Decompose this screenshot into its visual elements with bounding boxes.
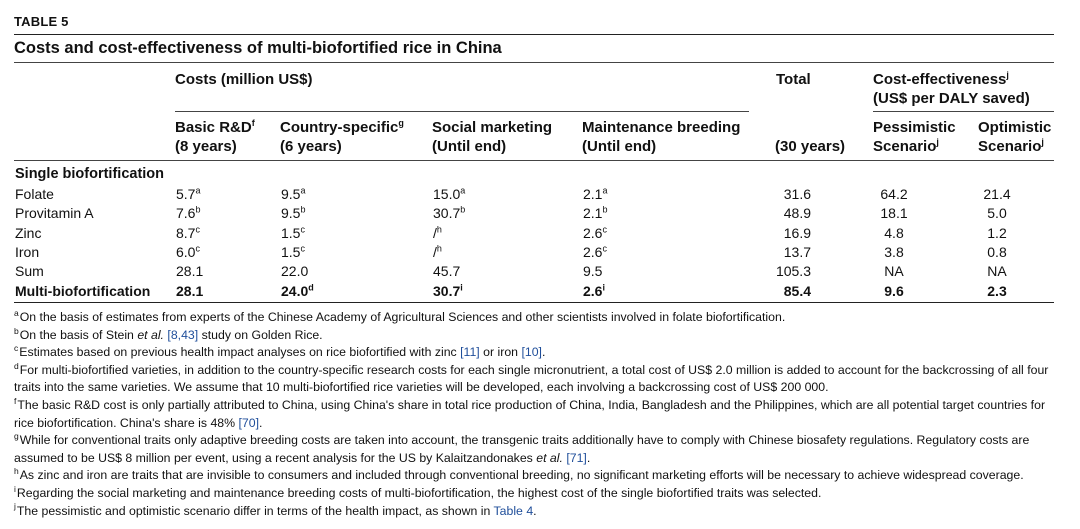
ce-header-line2: (US$ per DALY saved): [873, 90, 1030, 107]
table-cell: 6.0$^c$: [176, 243, 200, 260]
table-cell: 48.9: [783, 205, 811, 222]
table-cell: 2.6$^c$: [583, 243, 607, 260]
table-cell: 16.9: [783, 224, 811, 241]
footnote-reference: [11]: [460, 345, 480, 360]
footnote-mark: c: [14, 343, 19, 354]
footnote-mark: f: [14, 395, 17, 406]
footnote: $^c$Estimates based on previous health impact analyses on rice biofortified with zinc [11] or iron [10].: [14, 343, 546, 360]
table-cell: 18.1: [880, 205, 908, 222]
footnote-reference: [8,43]: [167, 327, 199, 342]
column-header-line2: (Until end): [432, 138, 507, 155]
cell-footnote-mark: b: [300, 204, 306, 215]
footnotes: [14, 309, 1059, 520]
table-cell: 2.1$^b$: [583, 204, 608, 222]
footnote-mark: a: [14, 307, 19, 318]
header-rule: [14, 160, 1054, 161]
row-label: Multi-biofortification: [15, 282, 151, 299]
cell-footnote-mark: c: [602, 223, 607, 234]
column-header-sup: j: [936, 137, 939, 147]
cell-footnote-mark: h: [436, 223, 442, 234]
column-header-sup: j: [1041, 137, 1044, 147]
ce-group-rule: [873, 111, 1054, 112]
column-header-line1: Social marketing: [432, 119, 553, 136]
footnote-italic: et al.: [536, 450, 563, 465]
table-cell: 7.6$^b$: [176, 204, 201, 222]
footnote: $^j$The pessimistic and optimistic scenario differ in terms of the health impact, as shown in Table 4.: [14, 501, 537, 518]
cell-footnote-mark: c: [195, 243, 200, 254]
table-row: [0, 262, 1080, 281]
cell-footnote-mark: b: [460, 204, 466, 215]
footnote-reference: Table 4: [493, 503, 534, 518]
footnote: $^b$On the basis of Stein et al. [8,43] study on Golden Rice.: [14, 325, 323, 342]
cell-footnote-mark: h: [436, 243, 442, 254]
table-cell: 1.5$^c$: [281, 223, 305, 241]
footnote-reference: [70]: [238, 415, 259, 430]
cell-footnote-mark: d: [308, 281, 314, 292]
table-cell: 64.2: [880, 186, 908, 202]
table-cell: 30.7$^i$: [433, 281, 463, 299]
table-row: [0, 224, 1080, 243]
table-row: [0, 282, 1080, 301]
cell-footnote-mark: b: [602, 204, 608, 215]
table-cell: 1.5$^c$: [281, 243, 305, 260]
table-row: [0, 185, 1080, 204]
footnote: $^f$The basic R&D cost is only partially attributed to China, using China's share in total rice production of China, India, Bangladesh and the Philippines, which are all potential target countries for rice biofortification. China's share is 48% [70].: [14, 395, 1046, 430]
column-header: [582, 118, 740, 156]
footnote: $^d$For multi-biofortified varieties, in addition to the country-specific research costs for each single micronutrient, a total cost of US$ 2.0 million is added to account for the backcrossing of all four traits into the same varieties. We assume that 10 multi-biofortified rice varieties will be developed, each involving a backcrossing cost of US$ 200 000.: [14, 360, 1049, 395]
footnote-mark: j: [14, 501, 16, 512]
table-cell: 45.7: [433, 263, 461, 280]
cell-footnote-mark: c: [300, 223, 305, 234]
column-header-line2: (30 years): [775, 138, 846, 155]
table-cell: 30.7$^b$: [433, 204, 466, 222]
column-header-line1: Optimistic: [978, 119, 1052, 136]
cell-footnote-mark: a: [195, 185, 201, 196]
column-header-line2: (8 years): [175, 138, 237, 155]
cell-footnote-mark: c: [195, 223, 200, 234]
table-cell: 8.7$^c$: [176, 223, 200, 241]
table-cell: 9.5$^a$: [281, 185, 306, 202]
column-header-line1: Basic R&D: [175, 119, 252, 136]
title-rule: [14, 62, 1054, 63]
table-cell: 85.4: [783, 282, 811, 299]
column-header-line2: (Until end): [582, 138, 657, 155]
table-cell: 15.0$^a$: [433, 185, 466, 202]
cell-footnote-mark: a: [460, 185, 466, 196]
table-cell: 28.1: [176, 282, 204, 299]
cell-footnote-mark: a: [300, 185, 306, 196]
column-header-line2: Scenario: [873, 138, 937, 155]
column-header-line2: (6 years): [280, 138, 342, 155]
column-header-sup: g: [398, 118, 404, 128]
footnote-mark: i: [14, 483, 16, 494]
table-label: TABLE 5: [14, 14, 69, 29]
footnote-reference: [10]: [521, 345, 542, 360]
row-label: Provitamin A: [15, 205, 94, 222]
table-cell: 105.3: [775, 263, 811, 280]
table-cell: 9.6: [884, 282, 904, 299]
table-row: [0, 204, 1080, 223]
column-header: [775, 118, 845, 156]
row-label: Folate: [15, 186, 54, 202]
table-cell: 5.7$^a$: [176, 185, 201, 202]
total-header: Total: [776, 71, 811, 88]
table-cell: 31.6: [783, 186, 811, 202]
footnote: $^i$Regarding the social marketing and maintenance breeding costs of multi-biofortification, the highest cost of the single biofortified traits was selected.: [14, 483, 822, 500]
table-title: Costs and cost-effectiveness of multi-biofortified rice in China: [14, 39, 502, 57]
column-header: [280, 118, 404, 156]
table-cell: 0.8: [987, 243, 1007, 260]
cell-footnote-mark: c: [300, 243, 305, 254]
footnote-mark: b: [14, 325, 19, 336]
table-cell: 9.5: [583, 263, 603, 280]
top-rule: [14, 34, 1054, 35]
table-cell: 13.7: [783, 243, 811, 260]
column-header-line2: Scenario: [978, 138, 1042, 155]
section-label: Single biofortification: [15, 166, 165, 182]
footnote: $^g$While for conventional traits only adaptive breeding costs are taken into account, the transgenic traits additionally have to comply with Chinese biosafety regulations. Regulatory costs are assumed to be US$ 8 million per event, using a recent analysis for the US by Kalaitzandonakes et al. [71].: [14, 431, 1030, 465]
column-header: [175, 118, 255, 156]
cell-footnote-mark: a: [602, 185, 608, 196]
footnote-mark: h: [14, 466, 19, 477]
column-header-line1: Country-specific: [280, 119, 399, 136]
table-cell: 9.5$^b$: [281, 204, 306, 222]
row-label: Zinc: [15, 224, 42, 241]
column-header: [432, 118, 552, 156]
table-cell: 28.1: [176, 263, 204, 280]
footnote-mark: g: [14, 431, 19, 442]
ce-header-line1: Cost-effectiveness: [873, 71, 1007, 88]
table-cell: 1.2: [987, 224, 1007, 241]
costs-group-header: Costs (million US$): [175, 71, 313, 88]
table-cell: /$^h$: [433, 243, 442, 260]
column-header-sup: f: [251, 118, 255, 128]
cell-footnote-mark: i: [460, 281, 463, 292]
cell-footnote-mark: b: [195, 204, 201, 215]
column-header: [873, 118, 956, 156]
footnote: $^h$As zinc and iron are traits that are invisible to consumers and included through conventional breeding, no significant marketing efforts will be necessary to achieve widespread coverage.: [14, 466, 1024, 483]
footnote-italic: et al.: [137, 327, 164, 342]
table-cell: NA: [987, 263, 1007, 280]
table-cell: 3.8: [884, 243, 904, 260]
footnote-reference: [71]: [566, 450, 587, 465]
cell-footnote-mark: i: [602, 281, 605, 292]
table-cell: 2.6$^c$: [583, 223, 607, 241]
column-header: [978, 118, 1051, 156]
table-cell: NA: [884, 263, 904, 280]
ce-header-sup: j: [1006, 70, 1009, 80]
table-cell: 5.0: [987, 205, 1007, 222]
column-header-line1: Pessimistic: [873, 119, 956, 136]
row-label: Iron: [15, 243, 40, 260]
table-cell: 21.4: [983, 186, 1011, 202]
row-label: Sum: [15, 263, 44, 280]
cell-footnote-mark: c: [602, 243, 607, 254]
footnote: $^a$On the basis of estimates from experts of the Chinese Academy of Agricultural Sciences and other scientists involved in folate biofortification.: [14, 307, 786, 324]
column-header-line1: Maintenance breeding: [582, 119, 741, 136]
table-cell: 4.8: [884, 224, 904, 241]
table-row: [0, 243, 1080, 262]
cost-effectiveness-header: [873, 70, 1030, 108]
table-cell: 2.3: [987, 282, 1007, 299]
table-cell: 2.1$^a$: [583, 185, 608, 202]
footnote-mark: d: [14, 360, 19, 371]
bottom-rule: [14, 302, 1054, 303]
table-cell: 2.6$^i$: [583, 281, 605, 299]
costs-group-rule: [175, 111, 749, 112]
table-cell: 22.0: [281, 263, 309, 280]
table-cell: 24.0$^d$: [281, 281, 314, 299]
table-cell: /$^h$: [433, 223, 442, 241]
